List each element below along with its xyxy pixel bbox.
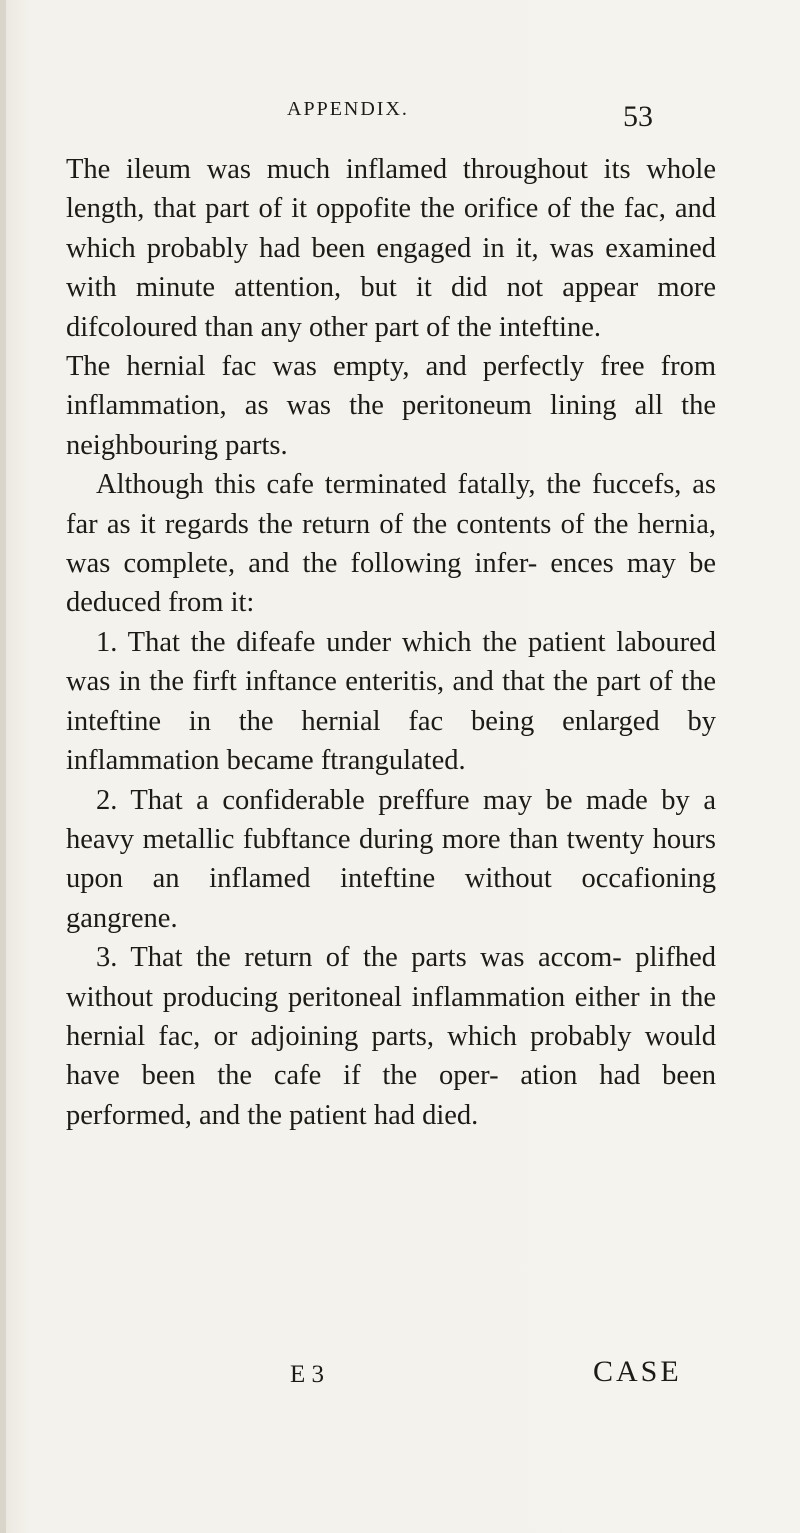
paragraph-inference-3: 3. That the return of the parts was accom- plifhed without producing peritoneal inflammation either in the hernial fac, or adjoining parts, which probably would have been the cafe if the oper- ation had been performed, and the patient had died. bbox=[66, 942, 716, 1131]
catchword: CASE bbox=[593, 1355, 682, 1388]
paragraph-inference-1: 1. That the difeafe under which the patient laboured was in the firft inftance enteritis, and that the part of the inteftine in the hernial fac being enlarged by inflammation became ftrangulated. bbox=[66, 626, 716, 777]
paragraph-ileum: The ileum was much inflamed throughout its whole length, that part of it oppofite the orifice of the fac, and which probably had been engaged in it, was examined with minute attention, but it did not appear more difcoloured than any other part of the inteftine. bbox=[66, 154, 716, 343]
page-number: 53 bbox=[623, 100, 653, 133]
body-text bbox=[66, 150, 716, 1135]
page-footer bbox=[0, 1355, 800, 1395]
paragraph-although: Although this cafe terminated fatally, the fuccefs, as far as it regards the return of the contents of the hernia, was complete, and the following infer- ences may be deduced from it: bbox=[66, 469, 716, 619]
signature-mark: E 3 bbox=[290, 1361, 325, 1388]
paragraph-hernial-sac: The hernial fac was empty, and perfectly free from inflammation, as was the peritoneum lining all the neighbouring parts. bbox=[66, 351, 716, 461]
running-head: APPENDIX. bbox=[287, 98, 409, 120]
page-header bbox=[0, 98, 800, 148]
page-gutter bbox=[0, 0, 6, 1533]
paragraph-inference-2: 2. That a confiderable preffure may be made by a heavy metallic fubftance during more than twenty hours upon an inflamed inteftine without occafioning gangrene. bbox=[66, 784, 716, 934]
